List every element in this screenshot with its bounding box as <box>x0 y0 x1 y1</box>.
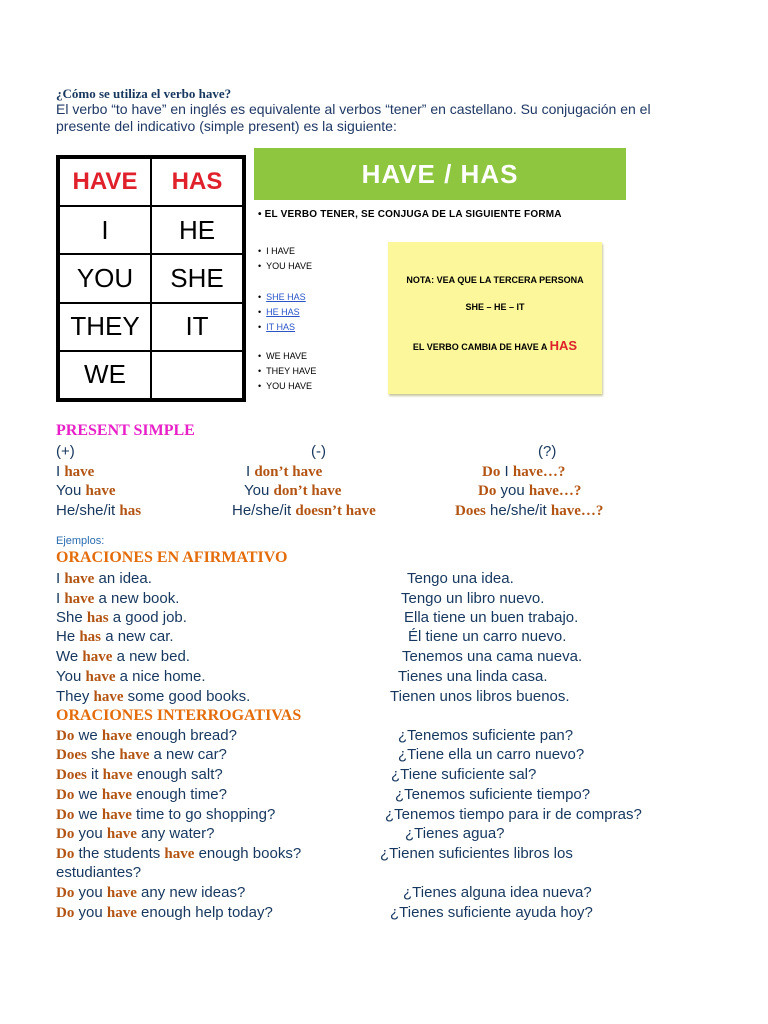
note-line-2: SHE – HE – IT <box>465 302 525 312</box>
example-sentence: They have some good books. <box>56 688 251 705</box>
example-translation: Él tiene un carro nuevo. <box>408 628 567 645</box>
example-sentence: She has a good job. <box>56 609 187 626</box>
intro-line-1: El verbo “to have” en inglés es equivalente al verbos “tener” en castellano. Su conjugación en el <box>56 101 651 117</box>
example-translation: Tienes una linda casa. <box>398 668 548 685</box>
list-item: • THEY HAVE <box>258 366 317 376</box>
note-line-3: EL VERBO CAMBIA DE HAVE A HAS <box>412 338 578 353</box>
examples-label: Ejemplos: <box>56 535 105 547</box>
question-form: Do I have…? <box>482 463 566 480</box>
table-cell: IT <box>151 303 243 351</box>
list-item: • YOU HAVE <box>258 381 313 391</box>
positive-form: I have <box>56 463 95 480</box>
panel-group-1 <box>258 244 312 274</box>
example-translation: ¿Tienes suficiente ayuda hoy? <box>390 904 593 921</box>
table-cell: THEY <box>59 303 151 351</box>
example-translation: ¿Tienes agua? <box>405 825 505 842</box>
list-item: • SHE HAS <box>258 292 306 302</box>
example-translation: ¿Tienes alguna idea nueva? <box>403 884 592 901</box>
page-title: ¿Cómo se utiliza el verbo have? <box>56 86 232 101</box>
panel-group-2 <box>258 290 306 335</box>
example-translation: ¿Tiene suficiente sal? <box>391 766 537 783</box>
example-translation: ¿Tienen suficientes libros los <box>380 845 573 862</box>
example-sentence: Do you have any new ideas? <box>56 884 246 901</box>
example-sentence: Does she have a new car? <box>56 746 227 763</box>
col-header-negative: (-) <box>311 443 326 460</box>
example-sentence: Do you have enough help today? <box>56 904 273 921</box>
negative-form: I don’t have <box>246 463 323 480</box>
negative-form: You don’t have <box>244 482 342 499</box>
example-sentence: He has a new car. <box>56 628 174 645</box>
list-item: • WE HAVE <box>258 351 308 361</box>
question-form: Do you have…? <box>478 482 582 499</box>
interrogative-title: ORACIONES INTERROGATIVAS <box>56 707 302 724</box>
example-translation: ¿Tenemos tiempo para ir de compras? <box>385 806 642 823</box>
list-item: • I HAVE <box>258 246 296 256</box>
table-cell: WE <box>59 351 151 399</box>
table-header-has: HAS <box>151 158 243 206</box>
table-cell: I <box>59 206 151 254</box>
question-form: Does he/she/it have…? <box>455 502 604 519</box>
present-simple-title: PRESENT SIMPLE <box>56 422 195 439</box>
table-header-have: HAVE <box>59 158 151 206</box>
affirmative-title: ORACIONES EN AFIRMATIVO <box>56 549 288 566</box>
table-cell <box>151 351 243 399</box>
example-translation: Ella tiene un buen trabajo. <box>404 609 579 626</box>
list-item: • HE HAS <box>258 307 300 317</box>
table-cell: SHE <box>151 254 243 302</box>
negative-form: He/she/it doesn’t have <box>232 502 376 519</box>
have-has-panel <box>254 146 628 402</box>
note-has-highlight: HAS <box>549 338 578 353</box>
table-cell: YOU <box>59 254 151 302</box>
example-translation: ¿Tenemos suficiente tiempo? <box>395 786 591 803</box>
panel-subtitle: • EL VERBO TENER, SE CONJUGA DE LA SIGUIENTE FORMA <box>258 209 562 220</box>
example-translation: ¿Tenemos suficiente pan? <box>398 727 574 744</box>
note-box <box>388 242 602 394</box>
intro-line-2: presente del indicativo (simple present) es la siguiente: <box>56 118 397 134</box>
example-sentence: Do we have time to go shopping? <box>56 806 276 823</box>
positive-form: You have <box>56 482 116 499</box>
example-translation: ¿Tiene ella un carro nuevo? <box>398 746 585 763</box>
example-translation: Tienen unos libros buenos. <box>390 688 570 705</box>
example-sentence: We have a new bed. <box>56 648 190 665</box>
example-sentence: Do you have any water? <box>56 825 215 842</box>
note-line-1: NOTA: VEA QUE LA TERCERA PERSONA <box>406 275 584 285</box>
example-sentence: Does it have enough salt? <box>56 766 223 783</box>
have-has-table <box>56 155 246 402</box>
table-cell: HE <box>151 206 243 254</box>
list-item: • IT HAS <box>258 322 296 332</box>
example-sentence: You have a nice home. <box>56 668 206 685</box>
example-sentence: Do we have enough time? <box>56 786 227 803</box>
example-translation: Tengo un libro nuevo. <box>401 590 545 607</box>
col-header-question: (?) <box>538 443 557 460</box>
example-translation: Tengo una idea. <box>407 570 514 587</box>
panel-group-3 <box>258 349 316 394</box>
positive-form: He/she/it has <box>56 502 142 519</box>
example-sentence: I have a new book. <box>56 590 180 607</box>
example-sentence: Do we have enough bread? <box>56 727 237 744</box>
list-item: • YOU HAVE <box>258 261 313 271</box>
intro-paragraph <box>56 101 716 135</box>
panel-banner: HAVE / HAS <box>254 148 626 200</box>
example-sentence: Do the students have enough books? <box>56 845 302 862</box>
example-sentence: I have an idea. <box>56 570 152 587</box>
col-header-positive: (+) <box>56 443 75 460</box>
example-sentence-continuation: estudiantes? <box>56 864 142 881</box>
example-translation: Tenemos una cama nueva. <box>402 648 583 665</box>
